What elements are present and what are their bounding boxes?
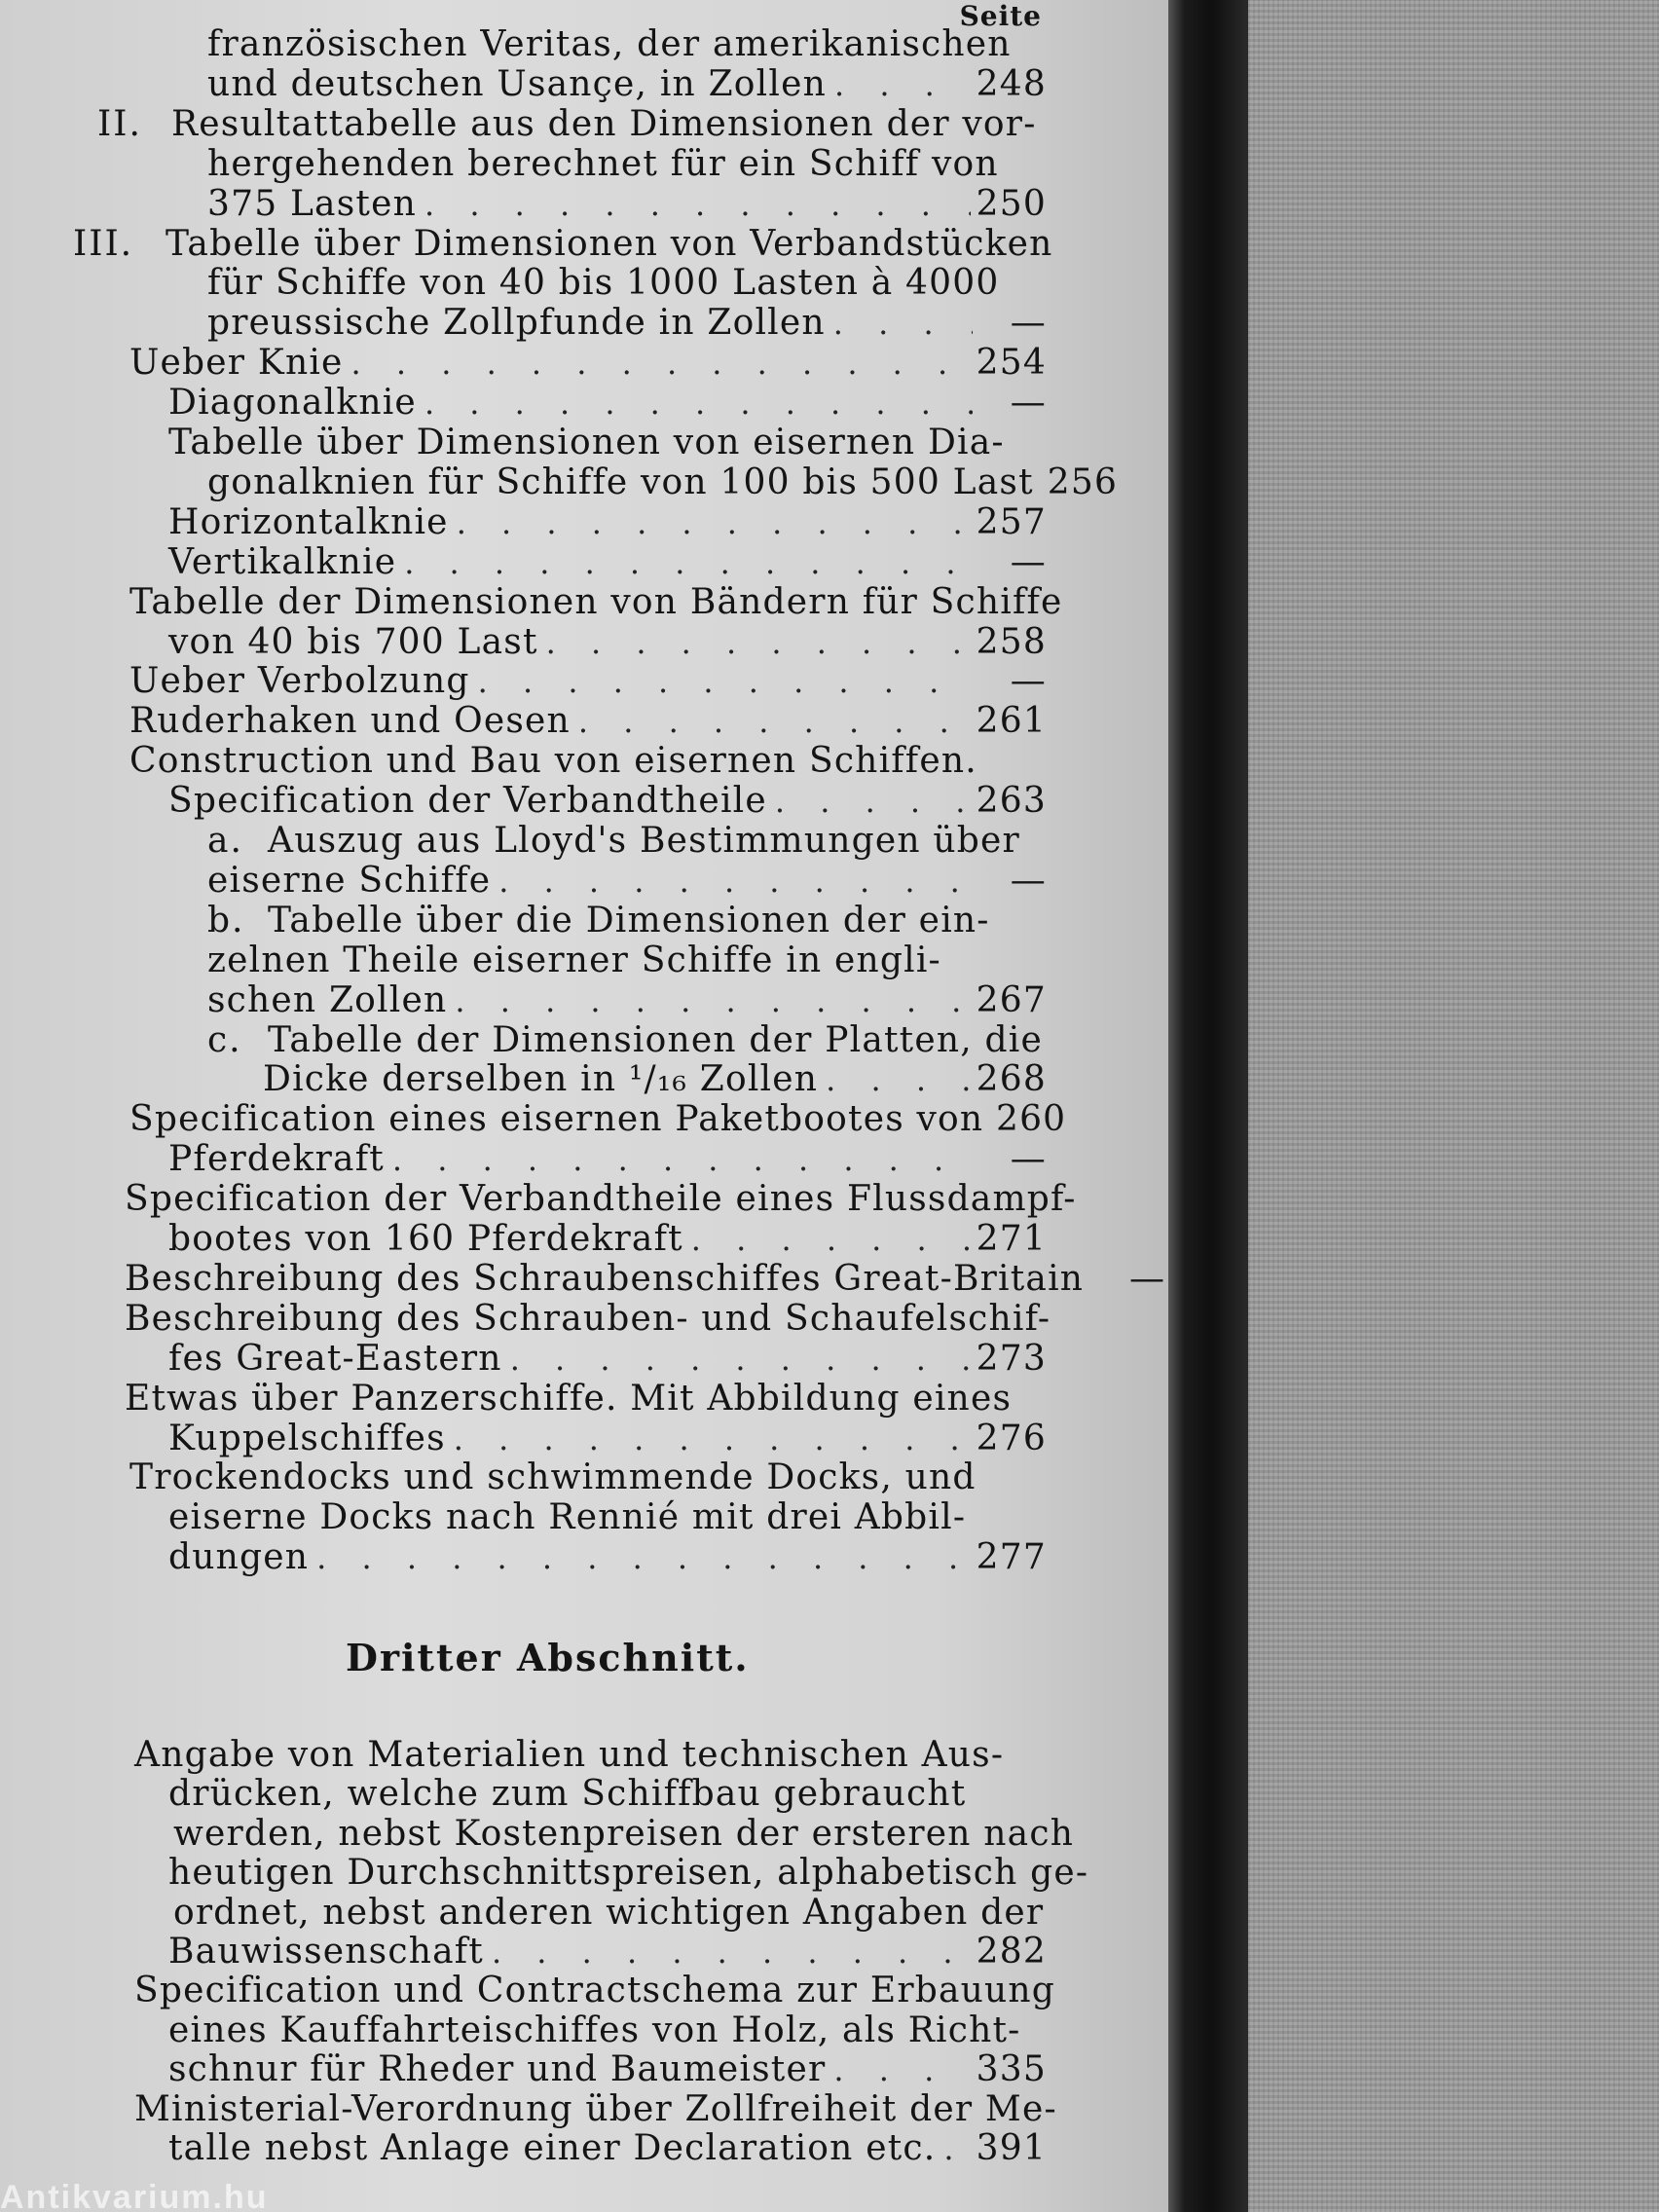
toc-entry-text: Specification eines eisernen Paketbootes von 260 <box>129 1099 1067 1140</box>
dot-leader <box>392 1139 973 1180</box>
toc-entry-text: hergehenden berechnet für ein Schiff von <box>207 143 999 184</box>
page-number: 250 <box>976 183 1047 224</box>
dot-leader <box>826 1059 971 1100</box>
toc-entry-text: werden, nebst Kostenpreisen der ersteren nach <box>173 1813 1075 1854</box>
page-number: 271 <box>976 1219 1047 1259</box>
toc-line <box>134 2088 1057 2130</box>
toc-line <box>207 144 1047 185</box>
toc-entry-text: Tabelle der Dimensionen der Platten, die <box>268 1019 1043 1060</box>
toc-item-number: b. <box>207 900 245 940</box>
toc-entry-text: Kuppelschiffes <box>168 1418 446 1458</box>
toc-line <box>168 1139 1047 1180</box>
toc-entry-text: Dicke derselben in ¹/₁₆ Zollen <box>263 1059 819 1100</box>
toc-line <box>263 1059 1047 1100</box>
toc-line <box>173 1893 1047 1934</box>
toc-line <box>129 343 1047 384</box>
toc-line <box>166 223 1053 265</box>
page-number: — <box>1010 661 1047 702</box>
toc-entry-text: Tabelle über die Dimensionen der ein- <box>268 900 990 940</box>
toc-entry-text: preussische Zollpfunde in Zollen <box>207 303 826 344</box>
cover-cloth <box>1248 0 1659 2212</box>
toc-entry-text: Ruderhaken und Oesen <box>129 701 571 742</box>
page-number: 273 <box>976 1338 1047 1379</box>
toc-entry-text: Ueber Verbolzung <box>129 661 470 702</box>
toc-entry-text: und deutschen Usançe, in Zollen <box>207 63 827 104</box>
toc-entry-text: drücken, welche zum Schiffbau gebraucht <box>168 1774 967 1815</box>
page-number: 254 <box>976 343 1047 384</box>
toc-entry-text: Angabe von Materialien und technischen Aus- <box>134 1735 1005 1775</box>
toc-entry-text: Etwas über Panzerschiffe. Mit Abbildung eines <box>125 1378 1013 1419</box>
toc-entry-text: ordnet, nebst anderen wichtigen Angaben der <box>173 1892 1045 1933</box>
page-number: 267 <box>976 979 1047 1020</box>
dot-leader <box>834 64 971 105</box>
toc-entry-text: Horizontalknie <box>168 501 449 542</box>
toc-line <box>268 901 1047 941</box>
toc-line <box>268 1020 1047 1061</box>
toc-line <box>168 1537 1047 1578</box>
toc-entry-text: französischen Veritas, der amerikanischen <box>207 24 1012 64</box>
page-number: 256 <box>1047 461 1119 502</box>
toc-line <box>129 1099 1067 1140</box>
toc-entry-text: Tabelle über Dimensionen von eisernen Dia- <box>168 423 1005 462</box>
toc-line <box>168 423 1047 463</box>
toc-line <box>168 781 1047 822</box>
toc-entry-text: dungen <box>168 1537 310 1578</box>
page-number: — <box>1128 1258 1166 1299</box>
dot-leader <box>457 502 971 543</box>
toc-item-number: a. <box>207 821 243 861</box>
dot-leader <box>316 1537 971 1578</box>
toc-entry-text: eiserne Schiffe <box>207 860 492 901</box>
toc-line <box>168 1419 1047 1459</box>
toc-line <box>207 940 1047 981</box>
page-number: — <box>1010 303 1047 344</box>
toc-line <box>168 542 1047 583</box>
page-number: 282 <box>976 1932 1047 1972</box>
dot-leader <box>833 2049 970 2090</box>
toc-line <box>168 2010 1047 2051</box>
dot-leader <box>546 622 971 663</box>
toc-entry-text: Specification der Verbandtheile eines Flussdampf- <box>125 1179 1077 1220</box>
toc-line <box>168 383 1047 424</box>
toc-entry-text: Ueber Knie <box>129 343 344 384</box>
page-number: 277 <box>976 1537 1047 1578</box>
toc-entry-text: Diagonalknie <box>168 383 417 424</box>
toc-entry-text: Ministerial-Verordnung über Zollfreiheit der Me- <box>134 2088 1057 2129</box>
dot-leader <box>454 1419 971 1459</box>
toc-entry-text: Beschreibung des Schrauben- und Schaufelschif- <box>125 1298 1051 1339</box>
page-number: 263 <box>976 781 1047 822</box>
toc-entry-text: Specification und Contractschema zur Erbauung <box>134 1971 1056 2011</box>
dot-leader <box>510 1339 971 1380</box>
toc-line <box>134 1735 1047 1776</box>
page-number: 276 <box>976 1418 1047 1458</box>
dot-leader <box>424 383 973 424</box>
toc-entry-text: zelnen Theile eiserner Schiffe in engli- <box>207 940 941 980</box>
toc-line <box>125 1379 1047 1419</box>
toc-entry-text: schnur für Rheder und Baumeister <box>168 2049 827 2090</box>
dot-leader <box>351 343 971 384</box>
dot-leader <box>578 701 971 742</box>
toc-entry-text: Tabelle über Dimensionen von Verbandstücken <box>166 223 1053 264</box>
toc-line <box>168 1339 1047 1380</box>
toc-line <box>168 2128 1047 2169</box>
toc-line <box>134 1971 1056 2011</box>
dot-leader <box>943 2128 970 2169</box>
toc-entry-text: Vertikalknie <box>168 541 397 582</box>
toc-entry-text: 375 Lasten <box>207 183 417 224</box>
dot-leader <box>492 1932 971 1972</box>
toc-item-number: III. <box>73 223 134 264</box>
toc-entry-text: gonalknien für Schiffe von 100 bis 500 Last <box>207 461 1034 502</box>
toc-entry-text: Tabelle der Dimensionen von Bändern für Schiffe <box>129 581 1063 622</box>
toc-entry-text: von 40 bis 700 Last <box>168 621 538 662</box>
toc-entry-text: schen Zollen <box>207 979 448 1020</box>
toc-entry-text: eines Kauffahrteischiffes von Holz, als Richt- <box>168 2009 1021 2050</box>
toc-item-number: II. <box>97 103 142 144</box>
toc-line <box>171 104 1047 145</box>
toc-entry-text: Construction und Bau von eisernen Schiffen. <box>129 741 977 782</box>
toc-line <box>168 2049 1047 2090</box>
toc-entry-text: Specification der Verbandtheile <box>168 781 767 822</box>
dot-leader <box>478 661 973 702</box>
toc-line <box>129 701 1047 742</box>
toc-entry-text: Beschreibung des Schraubenschiffes Great-Britain <box>125 1258 1085 1299</box>
toc-item-number: c. <box>207 1019 242 1060</box>
page-number: — <box>1010 541 1047 582</box>
seite-label: Seite <box>959 0 1042 32</box>
dot-leader <box>404 542 973 583</box>
toc-entry-text: fes Great-Eastern <box>168 1338 502 1379</box>
toc-line <box>207 303 1047 344</box>
page-number: 258 <box>976 621 1047 662</box>
toc-line <box>125 1258 1166 1300</box>
toc-line <box>207 184 1047 225</box>
toc-line <box>129 1457 1047 1498</box>
dot-leader <box>498 861 973 902</box>
toc-entry-text: Trockendocks und schwimmende Docks, und <box>129 1457 977 1498</box>
toc-line <box>168 1497 1047 1538</box>
dot-leader <box>424 184 971 225</box>
toc-line <box>125 1298 1051 1340</box>
toc-entry-text: Auszug aus Lloyd's Bestimmungen über <box>268 821 1020 861</box>
toc-line <box>129 741 1047 782</box>
dot-leader <box>775 781 971 822</box>
page-number: — <box>1010 860 1047 901</box>
toc-line <box>168 1219 1047 1260</box>
toc-entry-text: bootes von 160 Pferdekraft <box>168 1219 683 1259</box>
toc-entry-text: Bauwissenschaft <box>168 1932 484 1972</box>
page-number: 257 <box>976 501 1047 542</box>
toc-line <box>207 64 1047 105</box>
toc-line <box>207 24 1047 65</box>
page-number: — <box>1010 383 1047 424</box>
toc-entry-text: Pferdekraft <box>168 1139 385 1180</box>
toc-line <box>207 861 1047 902</box>
book-spine <box>1168 0 1248 2212</box>
toc-line <box>129 581 1063 623</box>
toc-line <box>168 1774 1047 1815</box>
toc-line <box>168 1932 1047 1972</box>
toc-line <box>125 1179 1077 1220</box>
dot-leader <box>691 1219 971 1260</box>
toc-line <box>168 622 1047 663</box>
toc-line <box>207 980 1047 1021</box>
page-number: 391 <box>976 2128 1047 2168</box>
page-number: 248 <box>976 63 1047 104</box>
toc-line <box>129 661 1047 702</box>
dot-leader <box>833 303 973 344</box>
page-number: 268 <box>976 1059 1047 1100</box>
toc-line <box>207 263 1047 304</box>
dot-leader <box>455 980 970 1021</box>
toc-entry-text: talle nebst Anlage einer Declaration etc. <box>168 2128 937 2168</box>
page-number: — <box>1010 1139 1047 1180</box>
toc-entry-text: für Schiffe von 40 bis 1000 Lasten à 4000 <box>207 263 1000 304</box>
toc-entry-text: Resultattabelle aus den Dimensionen der vor- <box>171 103 1037 144</box>
toc-line <box>268 821 1047 862</box>
page-number: 261 <box>976 701 1047 742</box>
toc-entry-text: heutigen Durchschnittspreisen, alphabetisch ge- <box>168 1853 1089 1894</box>
toc-line <box>173 1813 1075 1855</box>
toc-line <box>168 502 1047 543</box>
section-heading: Dritter Abschnitt. <box>346 1636 750 1679</box>
toc-line <box>168 1853 1089 1894</box>
toc-entry-text: eiserne Docks nach Rennié mit drei Abbil- <box>168 1497 967 1538</box>
toc-line <box>207 461 1119 503</box>
page-number: 335 <box>976 2049 1047 2090</box>
watermark: Antikvarium.hu <box>0 2183 269 2212</box>
